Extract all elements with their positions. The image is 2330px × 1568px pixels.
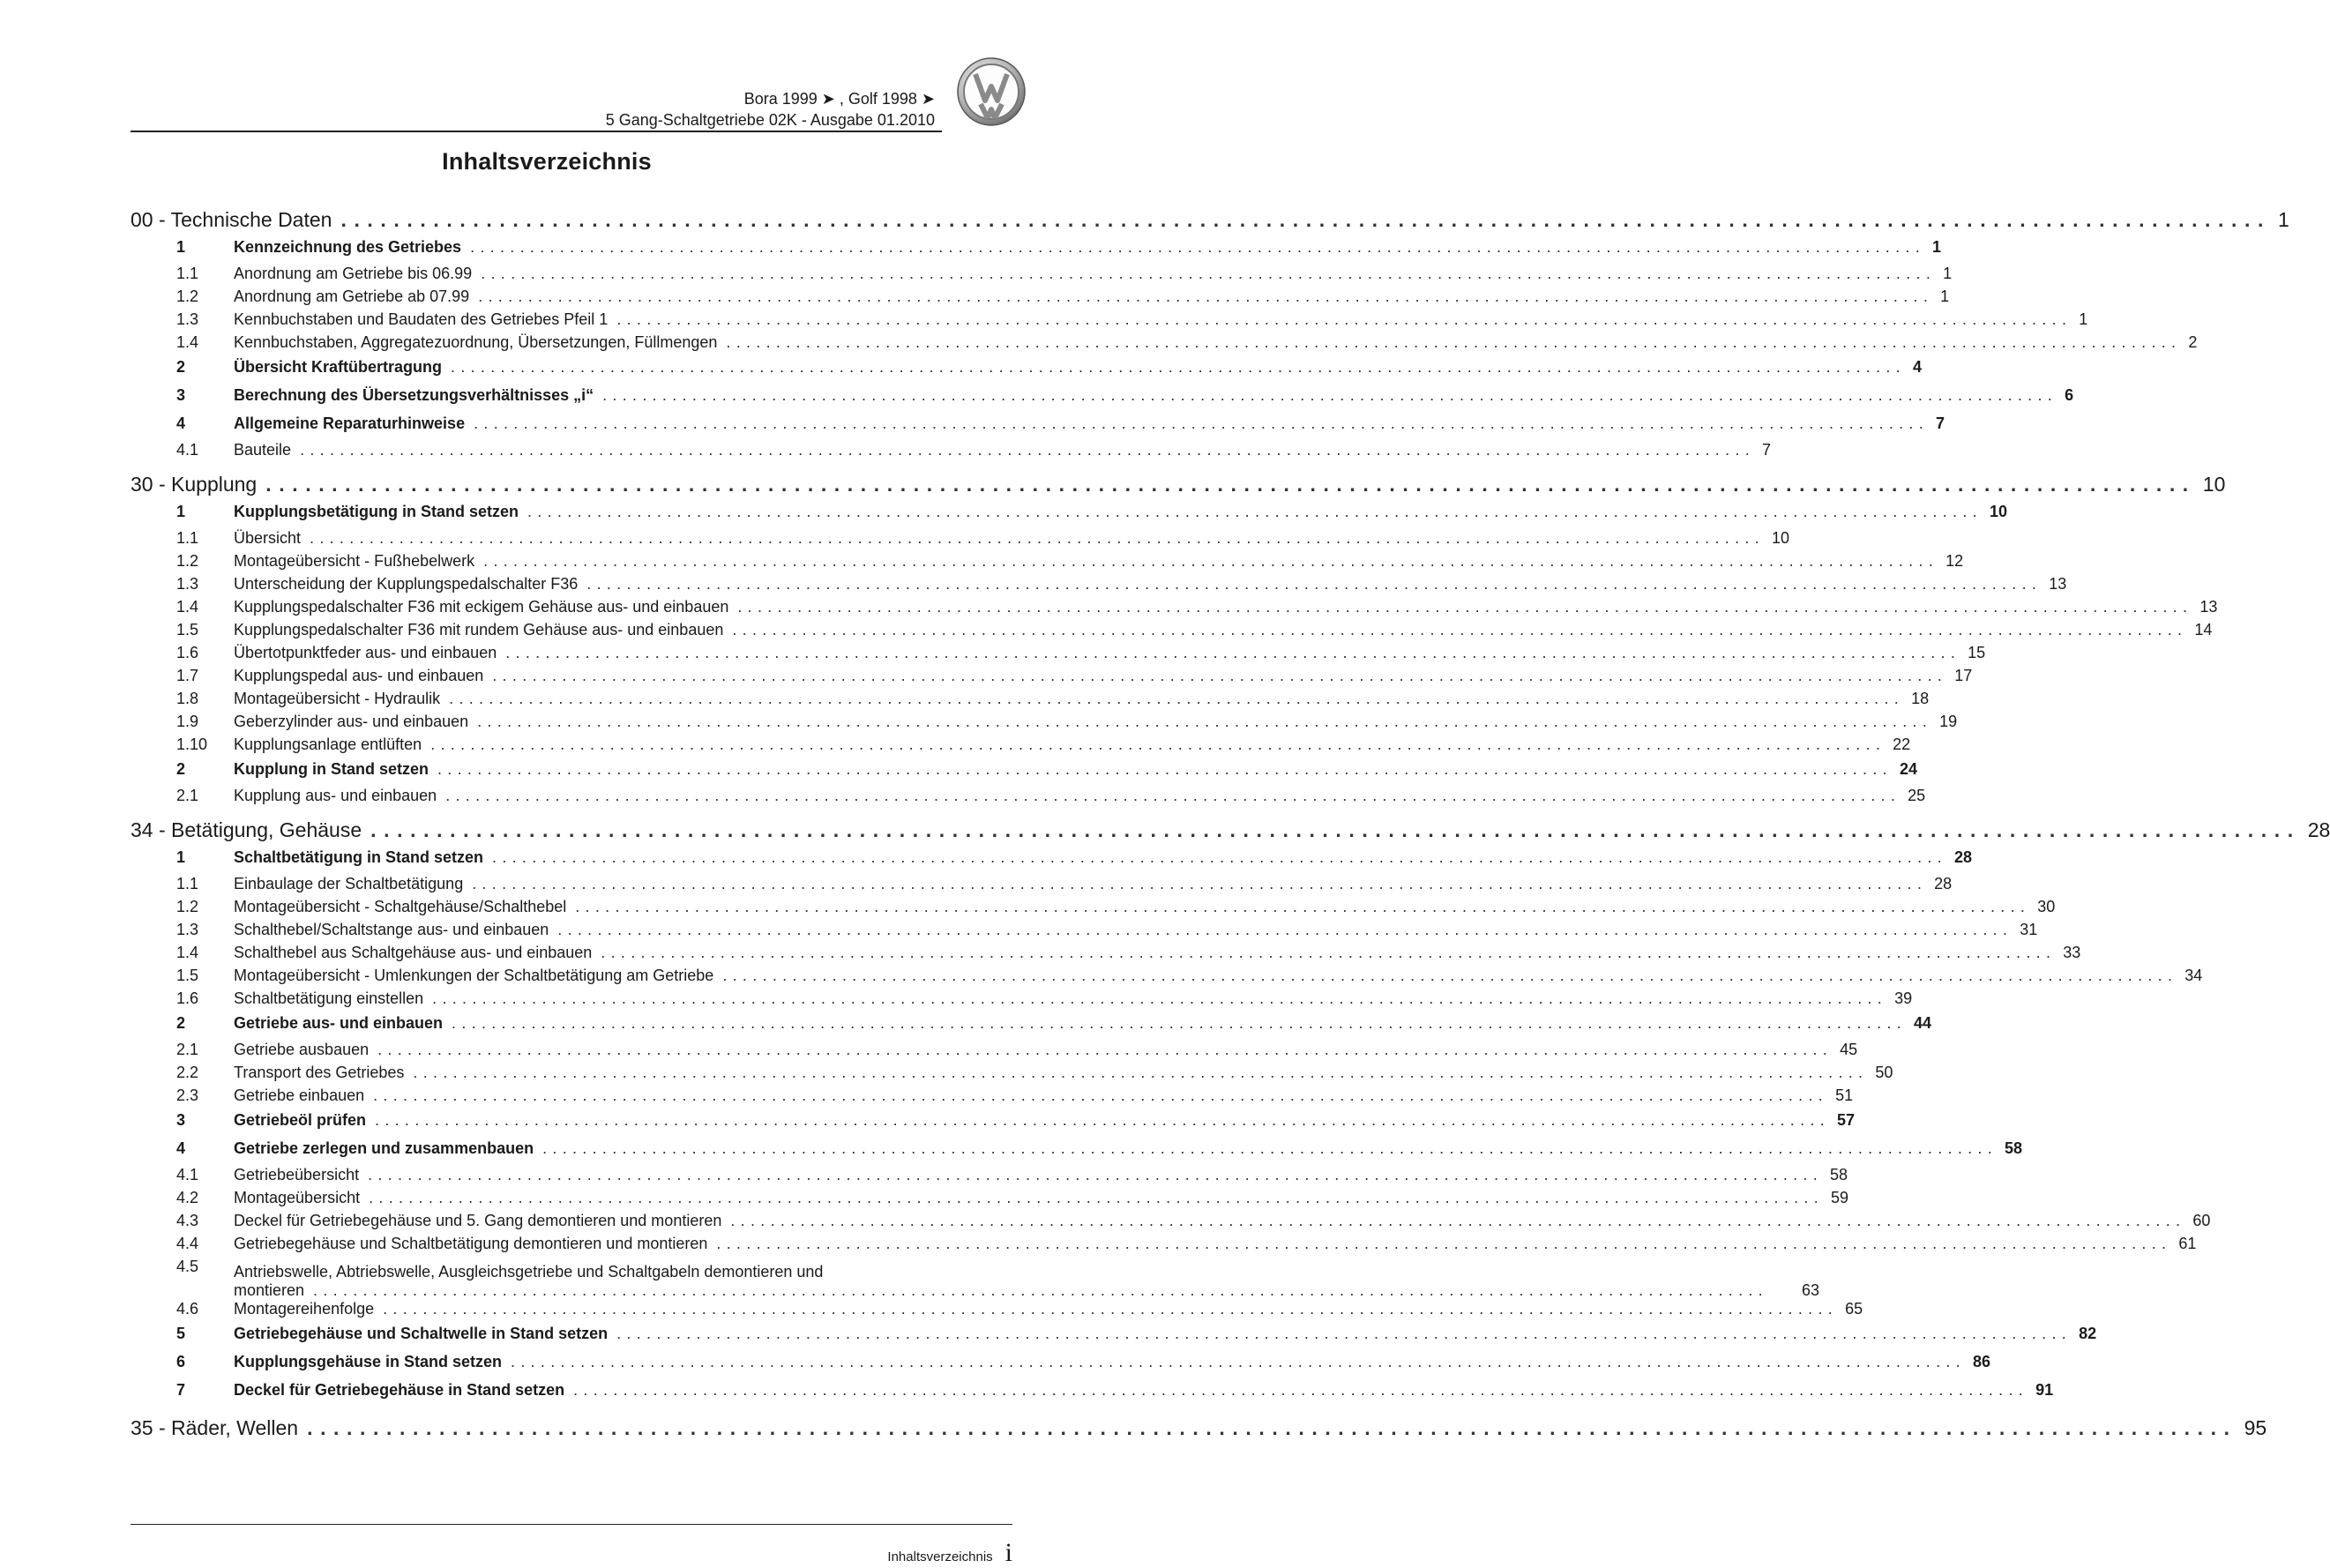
toc-title: Kupplungsanlage entlüften bbox=[234, 735, 430, 754]
toc-number: 1.9 bbox=[176, 713, 199, 730]
toc-title: Kennbuchstaben, Aggregatezuordnung, Übersetzungen, Füllmengen bbox=[234, 333, 726, 352]
toc-title: Transport des Getriebes bbox=[234, 1064, 413, 1082]
toc-page-number: 6 bbox=[2057, 386, 2073, 405]
toc-subsection[interactable] bbox=[131, 875, 1953, 898]
toc-leader-dots: .................................................................................................................................................. bbox=[369, 1189, 1825, 1206]
toc-leader-dots: .................................................................................................................................................. bbox=[477, 713, 1933, 730]
toc-number: 1.6 bbox=[176, 644, 199, 661]
toc-leader-dots: .................................................................................................................................................. bbox=[511, 1353, 1966, 1370]
toc-title: Kupplungspedalschalter F36 mit rundem Gehäuse aus- und einbauen bbox=[234, 621, 732, 639]
toc-page-number: 10 bbox=[2196, 473, 2226, 497]
toc-page-number: 7 bbox=[1929, 414, 1945, 433]
toc-number: 1.1 bbox=[176, 529, 199, 547]
toc-number: 1.8 bbox=[176, 690, 199, 707]
toc-subsection[interactable] bbox=[131, 1258, 1819, 1300]
toc-number: 1.7 bbox=[176, 667, 199, 684]
toc-page-number: 10 bbox=[1765, 529, 1789, 548]
toc-title: Antriebswelle, Abtriebswelle, Ausgleichsgetriebe und Schaltgabeln demontieren und bbox=[234, 1263, 824, 1281]
toc-leader-dots: .................................................................................................................................................. bbox=[557, 921, 2013, 938]
toc-chapter[interactable] bbox=[131, 208, 2289, 236]
toc-leader-dots: .................................................................................................................................................. bbox=[726, 333, 2182, 351]
toc-page-number: 22 bbox=[1886, 735, 1910, 754]
toc-number: 2 bbox=[176, 358, 186, 376]
toc-leader-dots: .................................................................................................................................................. bbox=[481, 265, 1937, 282]
toc-section[interactable] bbox=[131, 238, 1942, 265]
toc-number: 1.5 bbox=[176, 621, 199, 638]
toc-leader-dots: .................................................................................................................................................. bbox=[527, 503, 1983, 520]
toc-subsection[interactable] bbox=[131, 598, 2218, 621]
toc-leader-dots: .................................................................................................................................................. bbox=[449, 690, 1905, 707]
toc-number: 1.1 bbox=[176, 265, 199, 282]
toc-leader-dots: .................................................................................................................................................. bbox=[373, 1086, 1829, 1104]
page-title: Inhaltsverzeichnis bbox=[442, 148, 652, 175]
toc-leader-dots: .................................................................................................................................................. bbox=[586, 575, 2042, 593]
toc-title-continued: montieren bbox=[234, 1281, 313, 1300]
toc-page-number: 61 bbox=[2171, 1235, 2196, 1253]
toc-title: Kupplungspedalschalter F36 mit eckigem Gehäuse aus- und einbauen bbox=[234, 598, 737, 616]
toc-subsection[interactable] bbox=[131, 1041, 1858, 1064]
toc-title: Montageübersicht - Umlenkungen der Schaltbetätigung am Getriebe bbox=[234, 967, 722, 985]
toc-number: 1.3 bbox=[176, 575, 199, 593]
toc-page-number: 1 bbox=[2271, 208, 2289, 232]
toc-number: 1 bbox=[176, 848, 186, 866]
toc-leader-dots: .................................................................................................................................................. bbox=[474, 414, 1930, 432]
toc-subsection[interactable] bbox=[131, 735, 1911, 758]
toc-leader-dots: .................................................................................................................................................. bbox=[451, 358, 1906, 376]
toc-page-number: 1 bbox=[1933, 287, 1949, 306]
toc-page-number: 59 bbox=[1824, 1189, 1848, 1207]
toc-page-number: 34 bbox=[2177, 967, 2202, 985]
toc-title: Montagereihenfolge bbox=[234, 1300, 383, 1318]
toc-page-number: 63 bbox=[1768, 1281, 1819, 1300]
toc-title: Getriebeöl prüfen bbox=[234, 1111, 375, 1130]
footer-label: Inhaltsverzeichnis bbox=[887, 1549, 993, 1564]
toc-chapter[interactable] bbox=[131, 473, 2226, 501]
toc-page-number: 33 bbox=[2056, 944, 2080, 962]
toc-section[interactable] bbox=[131, 1325, 2097, 1351]
toc-page-number: 60 bbox=[2185, 1212, 2210, 1230]
toc-number: 4.3 bbox=[176, 1212, 199, 1229]
toc-leader-dots: .................................................................................................................................................. bbox=[472, 875, 1928, 892]
toc-number: 2 bbox=[176, 1014, 186, 1032]
toc-number: 1 bbox=[176, 503, 186, 520]
toc-section[interactable] bbox=[131, 1139, 2023, 1166]
toc-subsection[interactable] bbox=[131, 898, 2056, 921]
toc-section[interactable] bbox=[131, 503, 2007, 529]
toc-title: Unterscheidung der Kupplungspedalschalter F36 bbox=[234, 575, 586, 594]
toc-page-number: 17 bbox=[1947, 667, 1972, 685]
toc-leader-dots: .................................................................................................................................................. bbox=[737, 598, 2193, 616]
toc-leader-dots: .................................................................................................................................................. bbox=[505, 644, 1961, 661]
toc-leader-dots: .................................................................................................................................................. bbox=[310, 529, 1765, 547]
toc-page-number: 39 bbox=[1887, 989, 1912, 1008]
toc-subsection[interactable] bbox=[131, 287, 1950, 310]
toc-page-number: 28 bbox=[1947, 848, 1972, 867]
toc-title: Kupplung aus- und einbauen bbox=[234, 787, 445, 805]
toc-subsection[interactable] bbox=[131, 713, 1958, 735]
toc-number: 4.4 bbox=[176, 1235, 199, 1252]
toc-subsection[interactable] bbox=[131, 989, 1913, 1012]
toc-subsection[interactable] bbox=[131, 333, 2198, 356]
toc-page-number: 1 bbox=[2072, 310, 2087, 329]
toc-number: 1.2 bbox=[176, 287, 199, 305]
toc-number: 4.5 bbox=[176, 1258, 199, 1275]
toc-leader-dots: .................................................................................................................................................. bbox=[340, 208, 2272, 231]
toc-number: 7 bbox=[176, 1381, 186, 1399]
toc-section[interactable] bbox=[131, 414, 1945, 441]
toc-page-number: 86 bbox=[1966, 1353, 1990, 1371]
toc-page-number: 82 bbox=[2072, 1325, 2096, 1343]
page-header bbox=[131, 79, 942, 132]
toc-page-number: 18 bbox=[1904, 690, 1929, 708]
toc-title: 34 - Betätigung, Gehäuse bbox=[131, 818, 370, 842]
toc-leader-dots: .................................................................................................................................................. bbox=[602, 386, 2058, 404]
toc-title: Montageübersicht - Hydraulik bbox=[234, 690, 449, 708]
toc-page-number: 13 bbox=[2192, 598, 2217, 616]
toc-title: Übertotpunktfeder aus- und einbauen bbox=[234, 644, 505, 662]
toc-subsection[interactable] bbox=[131, 944, 2081, 967]
toc-title: 35 - Räder, Wellen bbox=[131, 1416, 307, 1440]
toc-leader-dots: .................................................................................................................................................. bbox=[722, 967, 2178, 984]
toc-page-number: 91 bbox=[2028, 1381, 2053, 1400]
toc-page-number: 57 bbox=[1830, 1111, 1855, 1130]
toc-title: Kupplungspedal aus- und einbauen bbox=[234, 667, 492, 685]
toc-page-number: 4 bbox=[1906, 358, 1922, 377]
toc-page-number: 51 bbox=[1828, 1086, 1853, 1105]
toc-title: Kupplungsbetätigung in Stand setzen bbox=[234, 503, 527, 521]
toc-number: 2.1 bbox=[176, 787, 199, 804]
toc-chapter[interactable] bbox=[131, 818, 2330, 847]
toc-leader-dots: .................................................................................................................................................. bbox=[470, 238, 1926, 256]
toc-page-number: 1 bbox=[1936, 265, 1952, 283]
toc-leader-dots: .................................................................................................................................................. bbox=[492, 667, 1948, 684]
toc-title: Einbaulage der Schaltbetätigung bbox=[234, 875, 472, 893]
toc-subsection[interactable] bbox=[131, 529, 1790, 552]
toc-page-number: 19 bbox=[1932, 713, 1957, 731]
toc-section[interactable] bbox=[131, 848, 1973, 875]
toc-leader-dots: .................................................................................................................................................. bbox=[370, 818, 2301, 841]
toc-leader-dots: .................................................................................................................................................. bbox=[730, 1212, 2186, 1229]
toc-subsection[interactable] bbox=[131, 310, 2088, 333]
toc-number: 1.10 bbox=[176, 735, 208, 753]
toc-subsection[interactable] bbox=[131, 1189, 1849, 1212]
toc-title: Deckel für Getriebegehäuse und 5. Gang demontieren und montieren bbox=[234, 1212, 730, 1230]
toc-subsection[interactable] bbox=[131, 1064, 1893, 1086]
toc-page-number: 10 bbox=[1983, 503, 2007, 521]
header-edition: 5 Gang-Schaltgetriebe 02K - Ausgabe 01.2010 bbox=[605, 111, 935, 129]
toc-subsection[interactable] bbox=[131, 575, 2067, 598]
toc-section[interactable] bbox=[131, 760, 1917, 787]
toc-page-number: 30 bbox=[2030, 898, 2055, 916]
toc-number: 3 bbox=[176, 1111, 186, 1129]
toc-title: Getriebe ausbauen bbox=[234, 1041, 377, 1059]
header-text bbox=[606, 88, 935, 131]
toc-subsection[interactable] bbox=[131, 1086, 1854, 1109]
toc-leader-dots: .................................................................................................................................................. bbox=[375, 1111, 1830, 1129]
toc-number: 1.3 bbox=[176, 310, 199, 328]
footer-page-number: i bbox=[1004, 1538, 1012, 1567]
toc-leader-dots: .................................................................................................................................................. bbox=[432, 989, 1888, 1007]
toc-leader-dots: .................................................................................................................................................. bbox=[383, 1300, 1839, 1318]
toc-subsection[interactable] bbox=[131, 690, 1930, 713]
toc-number: 2.3 bbox=[176, 1086, 199, 1104]
toc-subsection[interactable] bbox=[131, 644, 1986, 667]
toc-title: Getriebe einbauen bbox=[234, 1086, 373, 1105]
toc-page-number: 24 bbox=[1893, 760, 1917, 779]
toc-number: 4 bbox=[176, 414, 186, 432]
toc-leader-dots: .................................................................................................................................................. bbox=[313, 1281, 1768, 1299]
toc-page-number: 2 bbox=[2181, 333, 2197, 352]
toc-number: 1.4 bbox=[176, 598, 199, 616]
toc-page-number: 65 bbox=[1838, 1300, 1863, 1318]
toc-subsection[interactable] bbox=[131, 967, 2203, 989]
toc-leader-dots: .................................................................................................................................................. bbox=[492, 848, 1947, 866]
toc-subsection[interactable] bbox=[131, 265, 1953, 287]
toc-title: Getriebe aus- und einbauen bbox=[234, 1014, 452, 1033]
toc-number: 1 bbox=[176, 238, 186, 256]
toc-page-number: 25 bbox=[1901, 787, 1925, 805]
toc-title: Getriebegehäuse und Schaltwelle in Stand setzen bbox=[234, 1325, 616, 1343]
toc-title: Übersicht Kraftübertragung bbox=[234, 358, 451, 377]
toc-title: Anordnung am Getriebe bis 06.99 bbox=[234, 265, 481, 283]
toc-number: 4 bbox=[176, 1139, 186, 1157]
footer-rule bbox=[131, 1524, 1012, 1525]
toc-number: 1.2 bbox=[176, 898, 199, 915]
toc-page-number: 14 bbox=[2187, 621, 2212, 639]
toc-number: 4.1 bbox=[176, 1166, 199, 1183]
toc-page-number: 95 bbox=[2237, 1416, 2267, 1440]
header-models: Bora 1999 ➤ , Golf 1998 ➤ bbox=[743, 90, 935, 108]
toc-number: 1.4 bbox=[176, 333, 199, 351]
toc-title: Kennzeichnung des Getriebes bbox=[234, 238, 470, 257]
toc-title: Montageübersicht bbox=[234, 1189, 369, 1207]
toc-title: Kupplungsgehäuse in Stand setzen bbox=[234, 1353, 511, 1371]
toc-subsection[interactable] bbox=[131, 1300, 1863, 1323]
toc-subsection[interactable] bbox=[131, 1212, 2211, 1235]
toc-page-number: 28 bbox=[1927, 875, 1952, 893]
toc-leader-dots: .................................................................................................................................................. bbox=[483, 552, 1939, 570]
toc-page-number: 12 bbox=[1938, 552, 1963, 571]
toc-leader-dots: .................................................................................................................................................. bbox=[716, 1235, 2172, 1252]
toc-page-number: 28 bbox=[2301, 818, 2330, 842]
table-of-contents bbox=[131, 208, 2330, 1445]
toc-number: 4.6 bbox=[176, 1300, 199, 1318]
toc-page-number: 7 bbox=[1755, 441, 1771, 459]
toc-section[interactable] bbox=[131, 386, 2074, 413]
toc-leader-dots: .................................................................................................................................................. bbox=[430, 735, 1886, 753]
toc-title: Schalthebel/Schaltstange aus- und einbauen bbox=[234, 921, 557, 939]
toc-title: Geberzylinder aus- und einbauen bbox=[234, 713, 477, 731]
toc-subsection[interactable] bbox=[131, 1166, 1848, 1189]
toc-leader-dots: .................................................................................................................................................. bbox=[307, 1416, 2237, 1439]
toc-section[interactable] bbox=[131, 1353, 1991, 1379]
toc-leader-dots: .................................................................................................................................................. bbox=[478, 287, 1934, 305]
toc-leader-dots: .................................................................................................................................................. bbox=[575, 898, 2031, 915]
toc-title: Montageübersicht - Schaltgehäuse/Schalthebel bbox=[234, 898, 575, 916]
toc-leader-dots: .................................................................................................................................................. bbox=[732, 621, 2188, 638]
toc-number: 1.6 bbox=[176, 989, 199, 1007]
toc-number: 1.2 bbox=[176, 552, 199, 570]
toc-title: Bauteile bbox=[234, 441, 300, 459]
toc-number: 4.1 bbox=[176, 441, 199, 459]
toc-title: Getriebe zerlegen und zusammenbauen bbox=[234, 1139, 542, 1158]
toc-page-number: 31 bbox=[2013, 921, 2037, 939]
toc-leader-dots: .................................................................................................................................................. bbox=[542, 1139, 1998, 1157]
toc-number: 2 bbox=[176, 760, 186, 778]
toc-subsection[interactable] bbox=[131, 921, 2038, 944]
toc-chapter[interactable] bbox=[131, 1416, 2267, 1445]
toc-leader-dots: .................................................................................................................................................. bbox=[573, 1381, 2029, 1399]
toc-number: 1.4 bbox=[176, 944, 199, 961]
toc-page-number: 45 bbox=[1833, 1041, 1857, 1059]
toc-title: Kupplung in Stand setzen bbox=[234, 760, 437, 779]
toc-title: 00 - Technische Daten bbox=[131, 208, 340, 232]
toc-page-number: 44 bbox=[1907, 1014, 1931, 1033]
toc-page-number: 58 bbox=[1823, 1166, 1848, 1184]
toc-number: 3 bbox=[176, 386, 186, 404]
toc-number: 2.1 bbox=[176, 1041, 199, 1058]
toc-leader-dots: .................................................................................................................................................. bbox=[437, 760, 1893, 778]
toc-number: 5 bbox=[176, 1325, 186, 1342]
toc-number: 2.2 bbox=[176, 1064, 199, 1081]
toc-title: Deckel für Getriebegehäuse in Stand setzen bbox=[234, 1381, 573, 1400]
toc-number: 1.3 bbox=[176, 921, 199, 938]
toc-leader-dots: .................................................................................................................................................. bbox=[300, 441, 1756, 459]
toc-subsection[interactable] bbox=[131, 667, 1973, 690]
toc-subsection[interactable] bbox=[131, 1235, 2197, 1258]
toc-title: Schaltbetätigung einstellen bbox=[234, 989, 432, 1008]
toc-title: Montageübersicht - Fußhebelwerk bbox=[234, 552, 483, 571]
toc-leader-dots: .................................................................................................................................................. bbox=[616, 1325, 2072, 1342]
toc-leader-dots: .................................................................................................................................................. bbox=[445, 787, 1901, 804]
toc-number: 6 bbox=[176, 1353, 186, 1370]
toc-title: Berechnung des Übersetzungsverhältnisses „i“ bbox=[234, 386, 602, 405]
toc-title: Allgemeine Reparaturhinweise bbox=[234, 414, 474, 433]
toc-page-number: 13 bbox=[2042, 575, 2066, 594]
toc-leader-dots: .................................................................................................................................................. bbox=[413, 1064, 1869, 1081]
toc-title: Getriebegehäuse und Schaltbetätigung demontieren und montieren bbox=[234, 1235, 716, 1253]
toc-section[interactable] bbox=[131, 1014, 1932, 1041]
vw-logo-icon bbox=[956, 56, 1027, 127]
toc-leader-dots: .................................................................................................................................................. bbox=[265, 473, 2196, 496]
toc-title: Schaltbetätigung in Stand setzen bbox=[234, 848, 492, 867]
toc-leader-dots: .................................................................................................................................................. bbox=[452, 1014, 1907, 1032]
toc-leader-dots: .................................................................................................................................................. bbox=[616, 310, 2072, 328]
toc-title: Übersicht bbox=[234, 529, 310, 548]
toc-page-number: 50 bbox=[1868, 1064, 1893, 1082]
toc-number: 1.5 bbox=[176, 967, 199, 984]
toc-page-number: 15 bbox=[1960, 644, 1985, 662]
toc-leader-dots: .................................................................................................................................................. bbox=[377, 1041, 1833, 1058]
toc-title: 30 - Kupplung bbox=[131, 473, 265, 497]
toc-number: 4.2 bbox=[176, 1189, 199, 1206]
toc-page-number: 58 bbox=[1998, 1139, 2022, 1158]
toc-section[interactable] bbox=[131, 358, 1922, 385]
toc-title: Schalthebel aus Schaltgehäuse aus- und einbauen bbox=[234, 944, 601, 962]
toc-leader-dots: .................................................................................................................................................. bbox=[368, 1166, 1824, 1183]
toc-leader-dots: .................................................................................................................................................. bbox=[601, 944, 2057, 961]
toc-subsection[interactable] bbox=[131, 441, 1772, 464]
page-footer bbox=[887, 1538, 1012, 1568]
toc-subsection[interactable] bbox=[131, 552, 1964, 575]
toc-title: Getriebeübersicht bbox=[234, 1166, 368, 1184]
toc-page-number: 1 bbox=[1925, 238, 1941, 257]
toc-number: 1.1 bbox=[176, 875, 199, 892]
toc-title: Anordnung am Getriebe ab 07.99 bbox=[234, 287, 478, 306]
toc-title: Kennbuchstaben und Baudaten des Getriebes Pfeil 1 bbox=[234, 310, 616, 329]
header-rule bbox=[131, 131, 942, 132]
toc-section[interactable] bbox=[131, 1111, 1856, 1138]
toc-section[interactable] bbox=[131, 1381, 2054, 1407]
toc-subsection[interactable] bbox=[131, 787, 1926, 810]
toc-subsection[interactable] bbox=[131, 621, 2213, 644]
